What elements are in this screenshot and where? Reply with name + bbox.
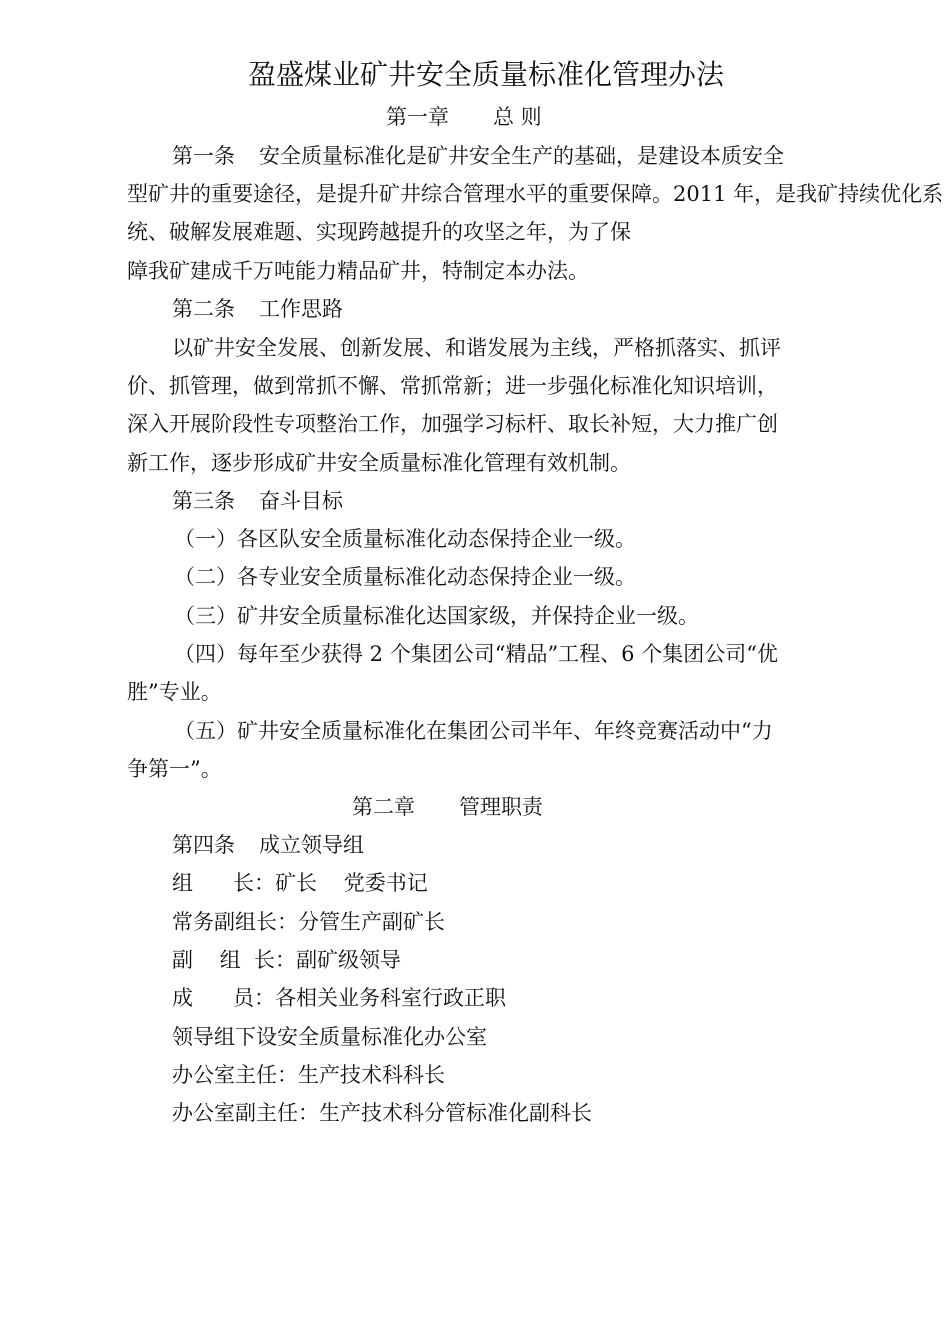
role-members-label: 成 员： bbox=[172, 986, 276, 1010]
role-members bbox=[172, 985, 506, 1011]
office-deputy-director-label: 办公室副主任： bbox=[172, 1101, 319, 1125]
document-title: 盈盛煤业矿井安全质量标准化管理办法 bbox=[247, 58, 724, 91]
article-2-line-2: 价、抓管理，做到常抓不懈、常抓常新；进一步强化标准化知识培训， bbox=[127, 374, 778, 398]
chapter-2-number: 第二章 bbox=[352, 795, 415, 819]
article-2-line-3: 深入开展阶段性专项整治工作，加强学习标杆、取长补短，大力推广创 bbox=[127, 412, 778, 436]
role-leader-value: 矿长 党委书记 bbox=[275, 871, 428, 895]
article-3-item-2: （二）各专业安全质量标准化动态保持企业一级。 bbox=[174, 565, 636, 589]
chapter-1-name: 总 则 bbox=[493, 105, 542, 129]
article-3-item-5: （五）矿井安全质量标准化在集团公司半年、年终竞赛活动中“力 bbox=[174, 719, 773, 743]
article-4-head: 第四条 bbox=[172, 833, 235, 857]
article-1-line-4: 障我矿建成千万吨能力精品矿井，特制定本办法。 bbox=[127, 259, 589, 283]
article-3-item-1: （一）各区队安全质量标准化动态保持企业一级。 bbox=[174, 527, 636, 551]
article-2-heading bbox=[172, 296, 343, 322]
article-1-line-2: 型矿井的重要途径，是提升矿井综合管理水平的重要保障。2011 年，是我矿持续优化系 bbox=[127, 182, 944, 206]
article-1-line-1 bbox=[172, 143, 784, 169]
article-3-topic: 奋斗目标 bbox=[259, 489, 343, 513]
chapter-1-number: 第一章 bbox=[386, 105, 449, 129]
role-members-value: 各相关业务科室行政正职 bbox=[275, 986, 507, 1010]
article-2-line-4: 新工作，逐步形成矿井安全质量标准化管理有效机制。 bbox=[127, 451, 631, 475]
role-deputy bbox=[172, 947, 401, 973]
article-3-item-4-cont: 胜”专业。 bbox=[127, 680, 222, 704]
office-director-label: 办公室主任： bbox=[172, 1063, 298, 1087]
article-1-head: 第一条 bbox=[172, 144, 235, 168]
chapter-2-heading bbox=[352, 794, 543, 820]
article-4-heading bbox=[172, 832, 364, 858]
article-3-item-3: （三）矿井安全质量标准化达国家级，并保持企业一级。 bbox=[174, 604, 699, 628]
article-3-item-4: （四）每年至少获得 2 个集团公司“精品”工程、6 个集团公司“优 bbox=[174, 642, 778, 666]
office-director-value: 生产技术科科长 bbox=[298, 1063, 445, 1087]
office-deputy-director bbox=[172, 1100, 592, 1126]
role-deputy-label: 副 组 长： bbox=[172, 948, 297, 972]
role-deputy-value: 副矿级领导 bbox=[296, 948, 402, 972]
article-1-text-1: 安全质量标准化是矿井安全生产的基础，是建设本质安全 bbox=[259, 144, 784, 168]
article-2-line-1: 以矿井安全发展、创新发展、和谐发展为主线，严格抓落实、抓评 bbox=[172, 336, 781, 360]
role-executive-deputy-value: 分管生产副矿长 bbox=[298, 910, 445, 934]
office-deputy-director-value: 生产技术科分管标准化副科长 bbox=[319, 1101, 592, 1125]
role-executive-deputy bbox=[172, 909, 445, 935]
article-2-topic: 工作思路 bbox=[259, 297, 343, 321]
role-leader-label: 组 长： bbox=[172, 871, 276, 895]
article-3-head: 第三条 bbox=[172, 489, 235, 513]
role-leader bbox=[172, 870, 428, 896]
article-4-topic: 成立领导组 bbox=[259, 833, 364, 857]
chapter-2-name: 管理职责 bbox=[459, 795, 543, 819]
article-3-item-5-cont: 争第一”。 bbox=[127, 757, 222, 781]
office-line: 领导组下设安全质量标准化办公室 bbox=[172, 1025, 487, 1049]
article-2-head: 第二条 bbox=[172, 297, 235, 321]
office-director bbox=[172, 1062, 445, 1088]
article-1-line-3: 统、破解发展难题、实现跨越提升的攻坚之年，为了保 bbox=[127, 220, 631, 244]
role-executive-deputy-label: 常务副组长： bbox=[172, 910, 298, 934]
article-3-heading bbox=[172, 488, 343, 514]
chapter-1-heading bbox=[386, 104, 542, 130]
